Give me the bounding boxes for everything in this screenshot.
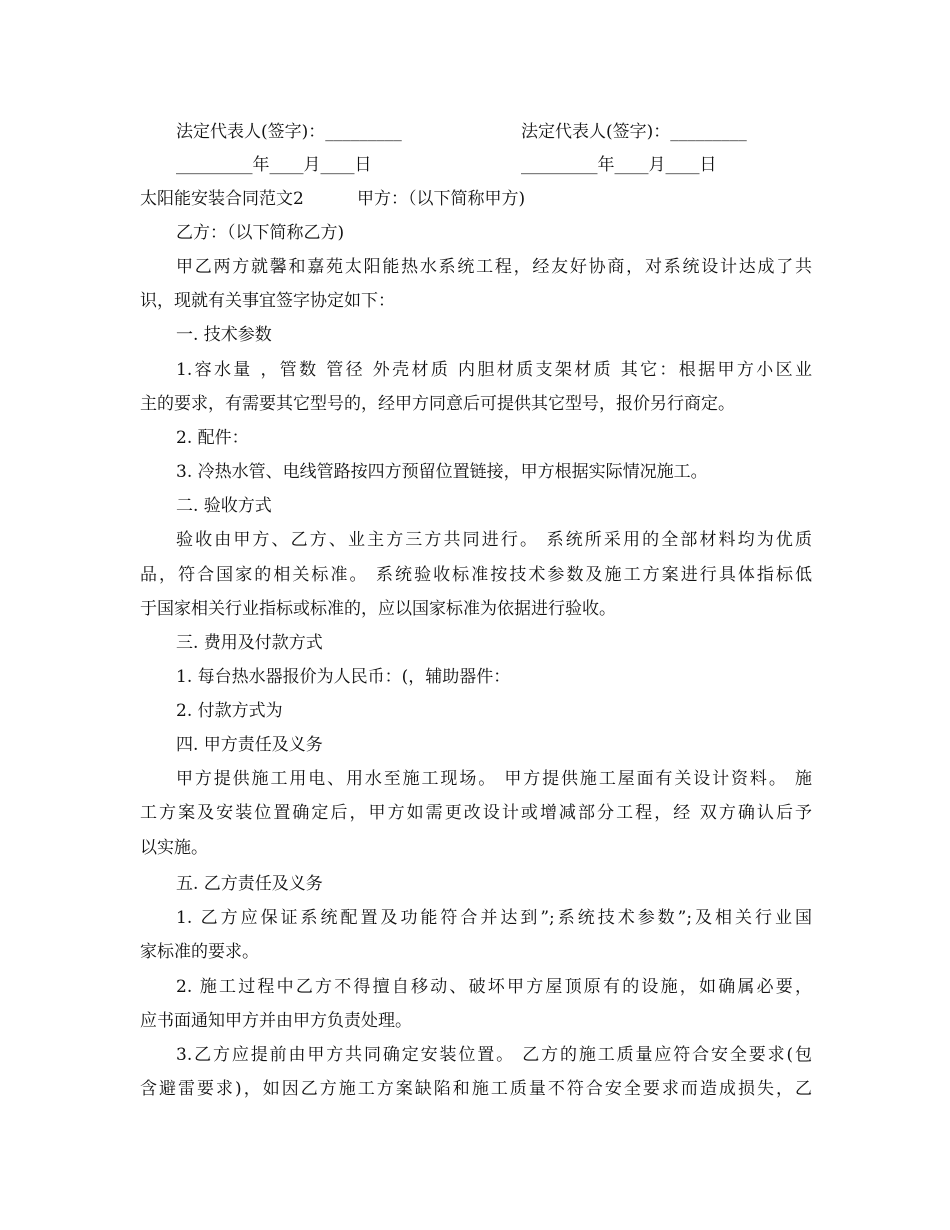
section-5-item-1-line-1: 1. 乙方应保证系统配置及功能符合并达到”;系统技术参数”;及相关行业国 (176, 908, 812, 928)
section-3-item-1: 1. 每台热水器报价为人民币：(，辅助器件： (176, 667, 511, 687)
left-signature-date: _________年____月____日 (176, 155, 372, 175)
section-5-item-3-line-1: 3.乙方应提前由甲方共同确定安装位置。 乙方的施工质量应符合安全要求(包 (176, 1045, 812, 1065)
intro-line-2: 识，现就有关事宜签字协定如下： (140, 291, 395, 311)
section-5-title: 五. 乙方责任及义务 (176, 874, 323, 894)
section-3-title: 三. 费用及付款方式 (176, 633, 323, 653)
section-3-item-2: 2. 付款方式为 (176, 701, 283, 721)
right-signature-date: _________年____月____日 (521, 155, 717, 175)
section-1-item-1-line-1: 1.容水量 ，管数 管径 外壳材质 内胆材质支架材质 其它：根据甲方小区业 (176, 360, 812, 380)
section-2-body-line-2: 品，符合国家的相关标准。 系统验收标准按技术参数及施工方案进行具体指标低 (140, 565, 812, 585)
section-5-item-3-line-2: 含避雷要求)，如因乙方施工方案缺陷和施工质量不符合安全要求而造成损失，乙 (140, 1079, 812, 1099)
section-1-title: 一. 技术参数 (176, 325, 272, 345)
section-1-item-1-line-2: 主的要求，有需要其它型号的，经甲方同意后可提供其它型号，报价另行商定。 (140, 394, 735, 414)
section-4-body-line-1: 甲方提供施工用电、用水至施工现场。 甲方提供施工屋面有关设计资料。 施 (176, 769, 812, 789)
party-a-line: 甲方：（以下简称甲方) (357, 189, 526, 209)
section-2-body-line-3: 于国家相关行业指标或标准的，应以国家标准为依据进行验收。 (140, 599, 616, 619)
section-2-body-line-1: 验收由甲方、乙方、业主方三方共同进行。 系统所采用的全部材料均为优质 (176, 530, 812, 550)
section-5-item-2-line-2: 应书面通知甲方并由甲方负责处理。 (140, 1011, 412, 1031)
section-5-item-1-line-2: 家标准的要求。 (140, 942, 259, 962)
party-b-line: 乙方：（以下简称乙方) (176, 223, 345, 243)
section-4-body-line-3: 以实施。 (140, 838, 208, 858)
section-2-title: 二. 验收方式 (176, 496, 272, 516)
left-representative-signature: 法定代表人(签字)：_________ (176, 122, 402, 142)
section-1-item-3: 3. 冷热水管、电线管路按四方预留位置链接，甲方根据实际情况施工。 (176, 462, 708, 482)
section-1-item-2: 2. 配件： (176, 428, 249, 448)
section-5-item-2-line-1: 2. 施工过程中乙方不得擅自移动、破坏甲方屋顶原有的设施，如确属必要， (176, 977, 812, 997)
section-4-title: 四. 甲方责任及义务 (176, 735, 323, 755)
contract-title: 太阳能安装合同范文2 (140, 189, 304, 209)
section-4-body-line-2: 工方案及安装位置确定后，甲方如需更改设计或增减部分工程，经 双方确认后予 (140, 803, 812, 823)
right-representative-signature: 法定代表人(签字)：_________ (521, 122, 747, 142)
intro-line-1: 甲乙两方就馨和嘉苑太阳能热水系统工程，经友好协商，对系统设计达成了共 (176, 257, 812, 277)
